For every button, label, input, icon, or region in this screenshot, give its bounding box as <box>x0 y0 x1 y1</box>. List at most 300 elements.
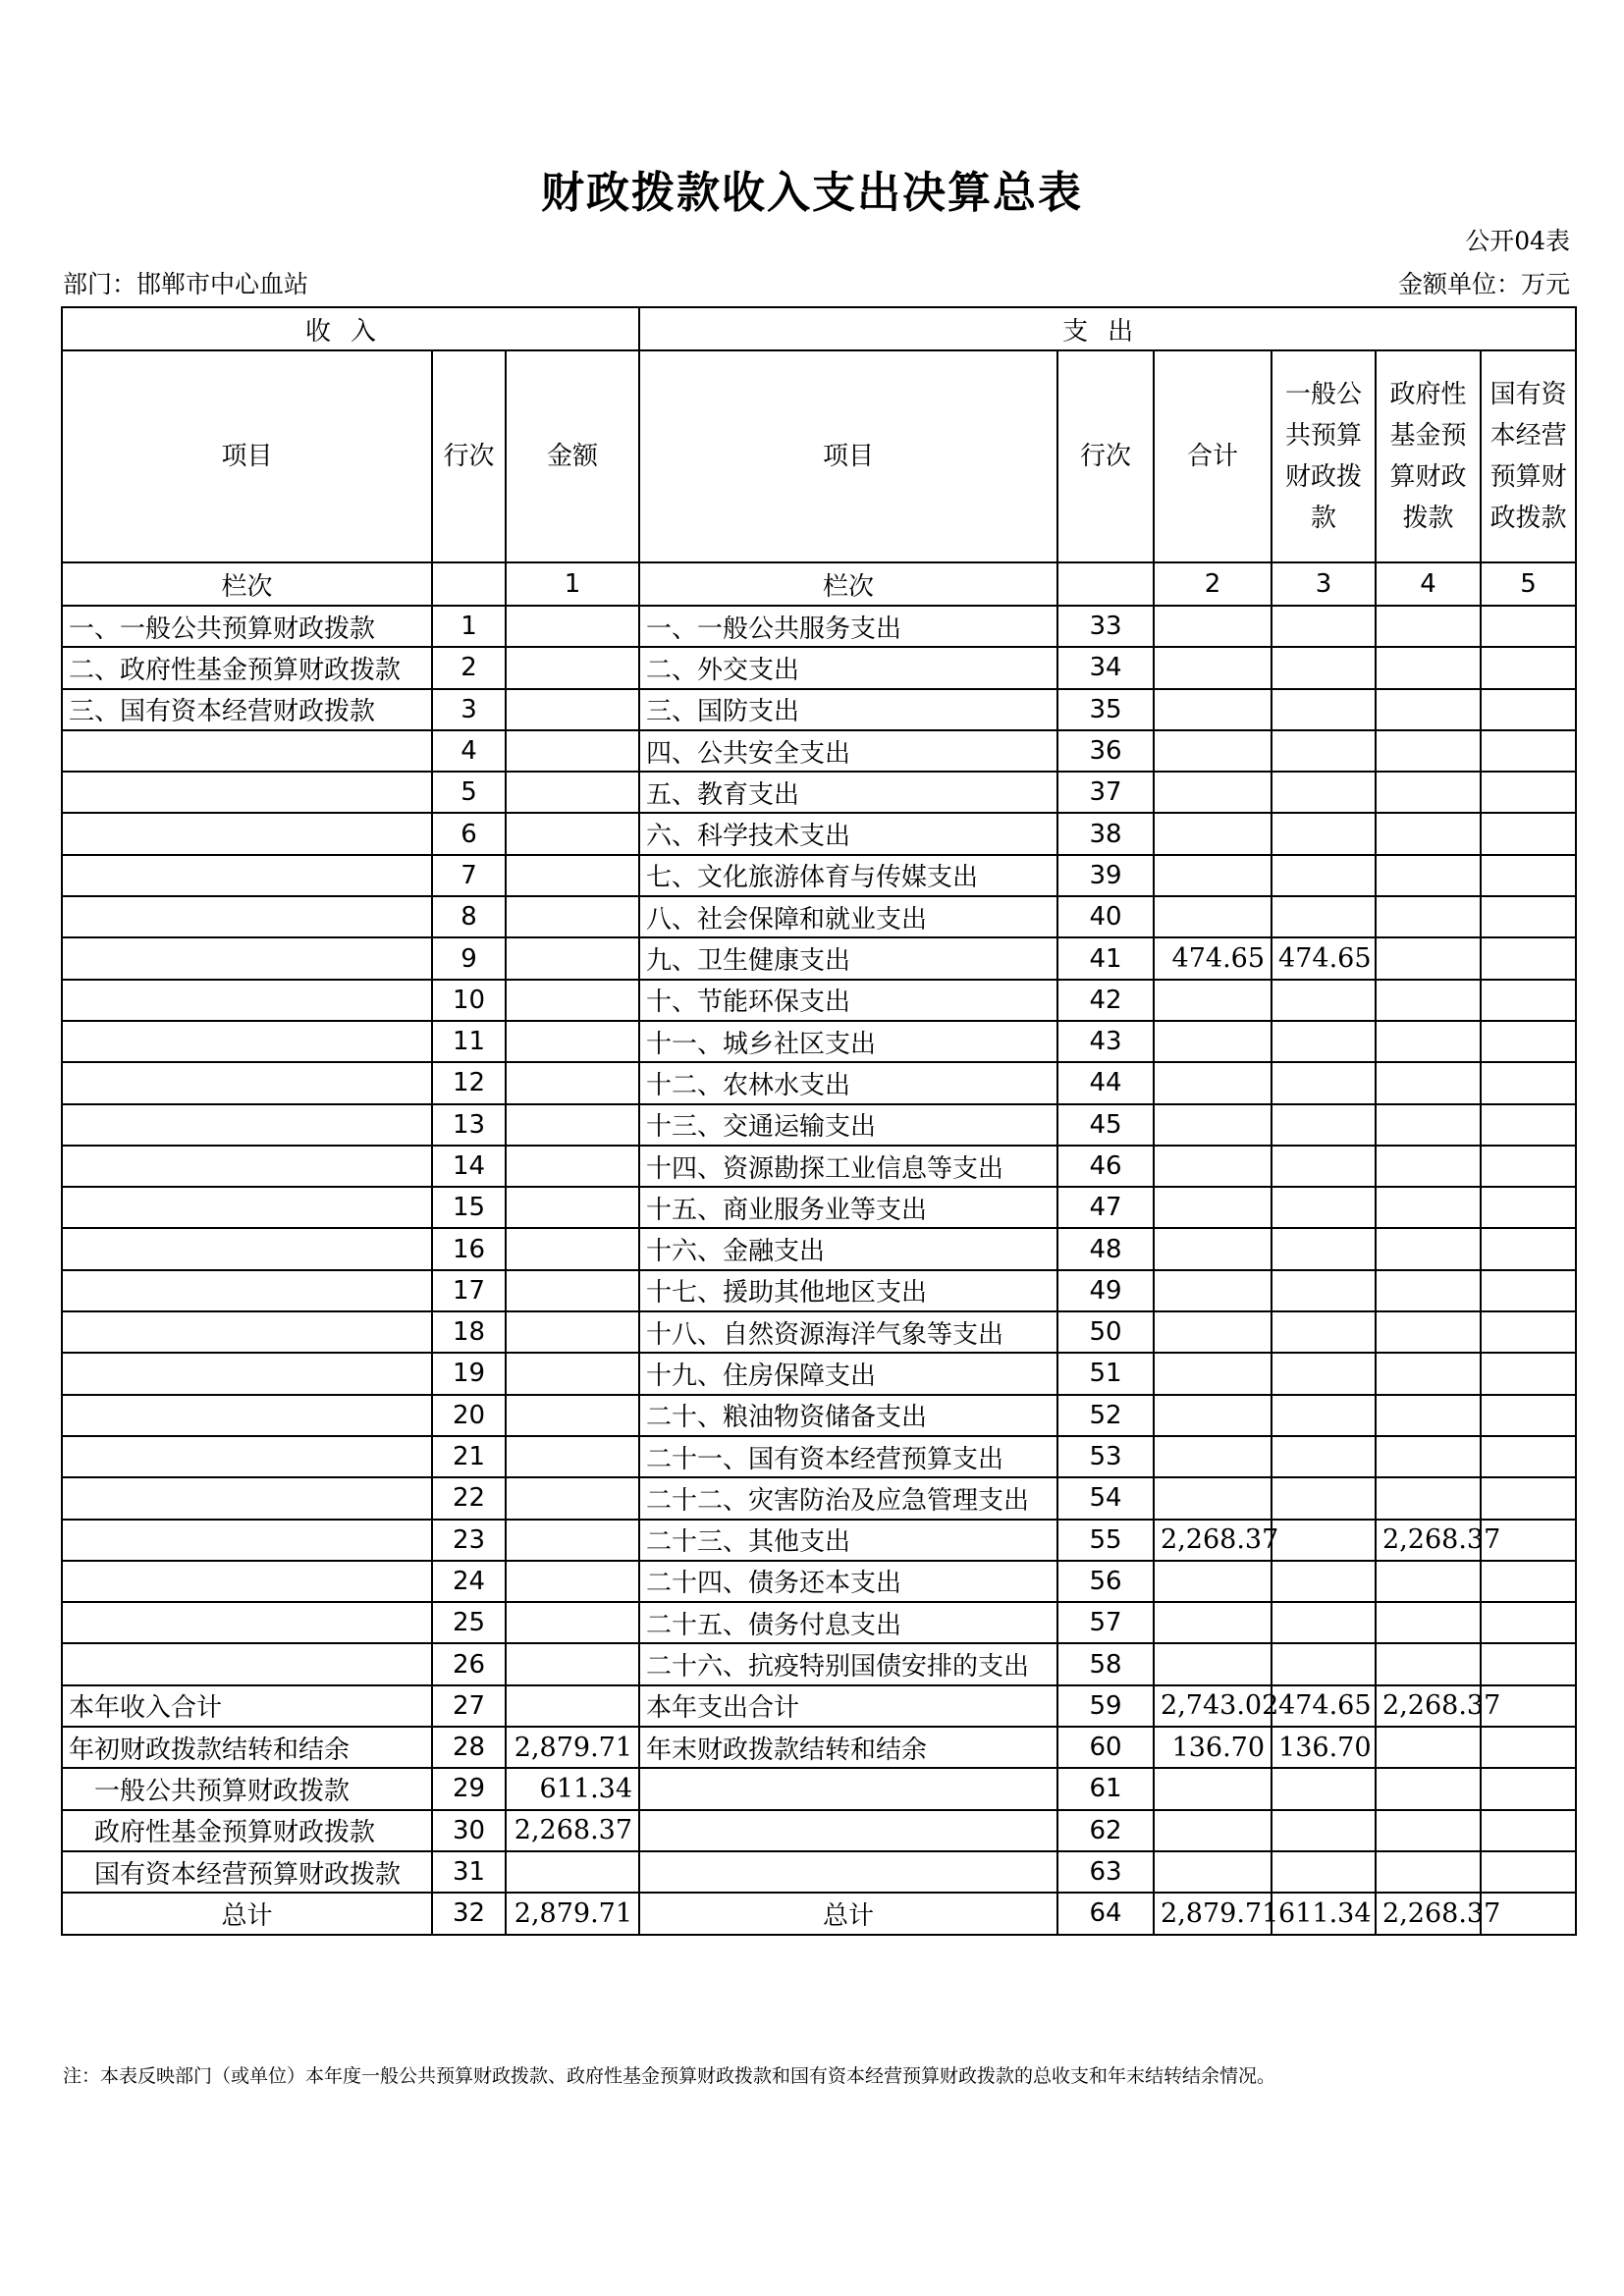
income-amount <box>506 1062 639 1103</box>
table-row <box>62 1520 1576 1561</box>
general-budget-amount <box>1272 1104 1376 1146</box>
general-budget-amount <box>1272 730 1376 772</box>
table-row <box>62 1810 1576 1851</box>
income-item <box>62 813 432 854</box>
table-row <box>62 1228 1576 1269</box>
income-row-no: 14 <box>432 1146 506 1187</box>
income-amount <box>506 1395 639 1436</box>
income-amount <box>506 647 639 688</box>
fund-budget-amount <box>1376 772 1481 813</box>
lanci-col-4: 4 <box>1376 562 1481 606</box>
general-budget-amount <box>1272 1228 1376 1269</box>
fund-budget-amount <box>1376 1643 1481 1684</box>
table-row <box>62 730 1576 772</box>
income-amount <box>506 1353 639 1394</box>
income-item <box>62 1062 432 1103</box>
expense-total <box>1154 1436 1272 1477</box>
income-amount <box>506 813 639 854</box>
lanci-col-3: 3 <box>1272 562 1376 606</box>
income-item: 政府性基金预算财政拨款 <box>62 1810 432 1851</box>
expense-row-no: 61 <box>1057 1768 1154 1809</box>
expense-row-no: 52 <box>1057 1395 1154 1436</box>
expense-total <box>1154 606 1272 647</box>
income-amount-header: 金额 <box>506 350 639 562</box>
income-item: 国有资本经营预算财政拨款 <box>62 1851 432 1893</box>
general-budget-amount <box>1272 1021 1376 1062</box>
footnote: 注：本表反映部门（或单位）本年度一般公共预算财政拨款、政府性基金预算财政拨款和国有资本经营预算财政拨款的总收支和年末结转结余情况。 <box>63 2065 1276 2087</box>
income-item <box>62 937 432 979</box>
lanci-expense-blank <box>1057 562 1154 606</box>
general-budget-amount <box>1272 647 1376 688</box>
income-row-no: 28 <box>432 1727 506 1768</box>
expense-row-no: 40 <box>1057 896 1154 937</box>
state-capital-amount <box>1481 1021 1576 1062</box>
expense-total: 136.70 <box>1154 1727 1272 1768</box>
table-row <box>62 1395 1576 1436</box>
expense-item: 七、文化旅游体育与传媒支出 <box>639 855 1057 896</box>
table-row <box>62 1768 1576 1809</box>
income-amount <box>506 772 639 813</box>
expense-section-header: 支出 <box>639 307 1576 350</box>
general-budget-amount: 136.70 <box>1272 1727 1376 1768</box>
state-capital-amount <box>1481 1353 1576 1394</box>
fund-budget-amount <box>1376 937 1481 979</box>
state-capital-amount <box>1481 1477 1576 1519</box>
table-row <box>62 896 1576 937</box>
fund-budget-amount <box>1376 1062 1481 1103</box>
fund-budget-amount <box>1376 813 1481 854</box>
expense-row-no: 49 <box>1057 1270 1154 1311</box>
fund-budget-amount: 2,268.37 <box>1376 1520 1481 1561</box>
general-budget-amount: 474.65 <box>1272 937 1376 979</box>
expense-item-header: 项目 <box>639 350 1057 562</box>
general-budget-amount <box>1272 1561 1376 1602</box>
expense-row-no: 58 <box>1057 1643 1154 1684</box>
expense-item <box>639 1810 1057 1851</box>
income-item <box>62 1353 432 1394</box>
income-row-no: 19 <box>432 1353 506 1394</box>
state-capital-amount <box>1481 647 1576 688</box>
expense-row-no: 44 <box>1057 1062 1154 1103</box>
table-row <box>62 1602 1576 1643</box>
general-budget-amount <box>1272 1187 1376 1228</box>
income-amount <box>506 730 639 772</box>
table-row <box>62 1893 1576 1934</box>
income-amount <box>506 937 639 979</box>
fund-budget-amount <box>1376 1311 1481 1353</box>
table-row <box>62 1021 1576 1062</box>
income-row-no: 25 <box>432 1602 506 1643</box>
expense-total <box>1154 689 1272 730</box>
expense-row-no: 46 <box>1057 1146 1154 1187</box>
fund-budget-amount <box>1376 1021 1481 1062</box>
income-row-no: 4 <box>432 730 506 772</box>
expense-total <box>1154 772 1272 813</box>
fund-budget-amount <box>1376 689 1481 730</box>
expense-item: 二十五、债务付息支出 <box>639 1602 1057 1643</box>
income-item <box>62 1021 432 1062</box>
income-row-no: 12 <box>432 1062 506 1103</box>
income-row-no: 9 <box>432 937 506 979</box>
income-item: 三、国有资本经营财政拨款 <box>62 689 432 730</box>
table-row <box>62 606 1576 647</box>
expense-item <box>639 1851 1057 1893</box>
expense-row-no: 63 <box>1057 1851 1154 1893</box>
income-item <box>62 1311 432 1353</box>
income-amount <box>506 1436 639 1477</box>
income-item <box>62 730 432 772</box>
expense-total <box>1154 896 1272 937</box>
expense-row-no: 50 <box>1057 1311 1154 1353</box>
fund-budget-amount <box>1376 980 1481 1021</box>
income-row-no: 24 <box>432 1561 506 1602</box>
expense-row-no: 39 <box>1057 855 1154 896</box>
income-row-no: 23 <box>432 1520 506 1561</box>
state-capital-amount <box>1481 1561 1576 1602</box>
fund-budget-amount: 2,268.37 <box>1376 1893 1481 1934</box>
income-row-no: 11 <box>432 1021 506 1062</box>
table-row <box>62 1561 1576 1602</box>
income-amount: 2,879.71 <box>506 1727 639 1768</box>
income-item <box>62 1477 432 1519</box>
income-amount <box>506 1685 639 1727</box>
expense-item: 五、教育支出 <box>639 772 1057 813</box>
income-row-no: 21 <box>432 1436 506 1477</box>
income-amount <box>506 1851 639 1893</box>
expense-item: 本年支出合计 <box>639 1685 1057 1727</box>
fund-budget-amount <box>1376 1104 1481 1146</box>
general-budget-header: 一般公共预算财政拨款 <box>1272 350 1376 562</box>
table-row <box>62 647 1576 688</box>
expense-item: 四、公共安全支出 <box>639 730 1057 772</box>
income-item: 年初财政拨款结转和结余 <box>62 1727 432 1768</box>
income-amount <box>506 1021 639 1062</box>
income-amount: 2,268.37 <box>506 1810 639 1851</box>
unit-label: 金额单位：万元 <box>1397 270 1570 298</box>
state-capital-amount <box>1481 937 1576 979</box>
expense-item: 三、国防支出 <box>639 689 1057 730</box>
fund-budget-amount <box>1376 647 1481 688</box>
expense-total <box>1154 1561 1272 1602</box>
income-row-no: 13 <box>432 1104 506 1146</box>
expense-total <box>1154 1021 1272 1062</box>
state-capital-amount <box>1481 1062 1576 1103</box>
expense-row-no: 62 <box>1057 1810 1154 1851</box>
general-budget-amount: 611.34 <box>1272 1893 1376 1934</box>
table-row <box>62 1270 1576 1311</box>
expense-total <box>1154 1146 1272 1187</box>
general-budget-amount <box>1272 1851 1376 1893</box>
state-capital-amount <box>1481 730 1576 772</box>
state-capital-amount <box>1481 1643 1576 1684</box>
income-row-no: 3 <box>432 689 506 730</box>
budget-table <box>61 306 1577 1936</box>
table-row <box>62 1146 1576 1187</box>
general-budget-amount <box>1272 1395 1376 1436</box>
page-title: 财政拨款收入支出决算总表 <box>541 168 1083 218</box>
state-capital-amount <box>1481 1187 1576 1228</box>
state-capital-header: 国有资本经营预算财政拨款 <box>1481 350 1576 562</box>
fund-budget-amount <box>1376 1228 1481 1269</box>
income-item <box>62 1104 432 1146</box>
expense-total: 2,879.71 <box>1154 1893 1272 1934</box>
lanci-col-1: 1 <box>506 562 639 606</box>
general-budget-amount <box>1272 980 1376 1021</box>
income-amount <box>506 1520 639 1561</box>
expense-total: 474.65 <box>1154 937 1272 979</box>
income-item <box>62 772 432 813</box>
expense-total <box>1154 813 1272 854</box>
fund-budget-amount <box>1376 606 1481 647</box>
table-row <box>62 937 1576 979</box>
fund-budget-amount <box>1376 1353 1481 1394</box>
table-row <box>62 855 1576 896</box>
fund-budget-amount <box>1376 1602 1481 1643</box>
expense-total <box>1154 1270 1272 1311</box>
expense-total <box>1154 1643 1272 1684</box>
income-row-no: 8 <box>432 896 506 937</box>
expense-row-no: 59 <box>1057 1685 1154 1727</box>
state-capital-amount <box>1481 1436 1576 1477</box>
expense-item: 十四、资源勘探工业信息等支出 <box>639 1146 1057 1187</box>
expense-item: 九、卫生健康支出 <box>639 937 1057 979</box>
income-row-no: 1 <box>432 606 506 647</box>
state-capital-amount <box>1481 1602 1576 1643</box>
expense-row-no: 33 <box>1057 606 1154 647</box>
income-amount <box>506 689 639 730</box>
fund-budget-amount <box>1376 1727 1481 1768</box>
general-budget-amount <box>1272 1520 1376 1561</box>
expense-row-no: 57 <box>1057 1602 1154 1643</box>
fund-budget-amount <box>1376 1395 1481 1436</box>
expense-item: 十七、援助其他地区支出 <box>639 1270 1057 1311</box>
fund-budget-amount <box>1376 1436 1481 1477</box>
lanci-expense-label: 栏次 <box>639 562 1057 606</box>
expense-item: 十、节能环保支出 <box>639 980 1057 1021</box>
fund-budget-amount <box>1376 1561 1481 1602</box>
fund-budget-amount <box>1376 1146 1481 1187</box>
income-item <box>62 1561 432 1602</box>
general-budget-amount <box>1272 772 1376 813</box>
expense-item: 二、外交支出 <box>639 647 1057 688</box>
income-amount: 611.34 <box>506 1768 639 1809</box>
general-budget-amount <box>1272 1436 1376 1477</box>
expense-item: 二十二、灾害防治及应急管理支出 <box>639 1477 1057 1519</box>
income-row-no: 10 <box>432 980 506 1021</box>
income-row-no: 5 <box>432 772 506 813</box>
income-row-no: 16 <box>432 1228 506 1269</box>
state-capital-amount <box>1481 606 1576 647</box>
fund-budget-amount: 2,268.37 <box>1376 1685 1481 1727</box>
expense-row-no: 64 <box>1057 1893 1154 1934</box>
state-capital-amount <box>1481 1311 1576 1353</box>
table-row <box>62 1436 1576 1477</box>
expense-item: 二十、粮油物资储备支出 <box>639 1395 1057 1436</box>
income-row-no: 20 <box>432 1395 506 1436</box>
income-row-no: 6 <box>432 813 506 854</box>
fund-budget-amount <box>1376 855 1481 896</box>
state-capital-amount <box>1481 1270 1576 1311</box>
income-item <box>62 855 432 896</box>
expense-row-no: 42 <box>1057 980 1154 1021</box>
expense-row-no: 60 <box>1057 1727 1154 1768</box>
table-row <box>62 1851 1576 1893</box>
expense-row-no: 37 <box>1057 772 1154 813</box>
table-row <box>62 1187 1576 1228</box>
state-capital-amount <box>1481 1851 1576 1893</box>
income-row-no: 2 <box>432 647 506 688</box>
income-item: 总计 <box>62 1893 432 1934</box>
table-row <box>62 1353 1576 1394</box>
expense-item: 二十一、国有资本经营预算支出 <box>639 1436 1057 1477</box>
general-budget-amount <box>1272 1270 1376 1311</box>
income-amount <box>506 1561 639 1602</box>
fund-budget-header: 政府性基金预算财政拨款 <box>1376 350 1481 562</box>
general-budget-amount <box>1272 1311 1376 1353</box>
income-row-no: 22 <box>432 1477 506 1519</box>
expense-row-no: 54 <box>1057 1477 1154 1519</box>
income-amount <box>506 1270 639 1311</box>
expense-total-header: 合计 <box>1154 350 1272 562</box>
table-row <box>62 813 1576 854</box>
state-capital-amount <box>1481 1810 1576 1851</box>
income-row-no-header: 行次 <box>432 350 506 562</box>
income-item <box>62 1187 432 1228</box>
expense-row-no: 43 <box>1057 1021 1154 1062</box>
lanci-label: 栏次 <box>62 562 432 606</box>
state-capital-amount <box>1481 813 1576 854</box>
expense-row-no: 56 <box>1057 1561 1154 1602</box>
expense-total <box>1154 980 1272 1021</box>
state-capital-amount <box>1481 896 1576 937</box>
income-row-no: 29 <box>432 1768 506 1809</box>
fund-budget-amount <box>1376 1270 1481 1311</box>
income-item: 二、政府性基金预算财政拨款 <box>62 647 432 688</box>
table-row <box>62 1727 1576 1768</box>
expense-item <box>639 1768 1057 1809</box>
general-budget-amount <box>1272 855 1376 896</box>
general-budget-amount: 474.65 <box>1272 1685 1376 1727</box>
income-amount <box>506 606 639 647</box>
income-row-no: 17 <box>432 1270 506 1311</box>
expense-row-no: 48 <box>1057 1228 1154 1269</box>
expense-row-no: 36 <box>1057 730 1154 772</box>
income-item <box>62 1520 432 1561</box>
expense-total <box>1154 1311 1272 1353</box>
state-capital-amount <box>1481 855 1576 896</box>
income-row-no: 18 <box>432 1311 506 1353</box>
expense-row-no: 55 <box>1057 1520 1154 1561</box>
income-item: 一、一般公共预算财政拨款 <box>62 606 432 647</box>
table-row <box>62 1643 1576 1684</box>
state-capital-amount <box>1481 772 1576 813</box>
income-amount <box>506 1477 639 1519</box>
expense-total <box>1154 647 1272 688</box>
general-budget-amount <box>1272 689 1376 730</box>
state-capital-amount <box>1481 1768 1576 1809</box>
state-capital-amount <box>1481 1104 1576 1146</box>
expense-row-no: 34 <box>1057 647 1154 688</box>
general-budget-amount <box>1272 1643 1376 1684</box>
income-row-no: 27 <box>432 1685 506 1727</box>
fund-budget-amount <box>1376 1187 1481 1228</box>
income-row-no: 26 <box>432 1643 506 1684</box>
expense-total <box>1154 1395 1272 1436</box>
expense-item: 二十三、其他支出 <box>639 1520 1057 1561</box>
income-item-header: 项目 <box>62 350 432 562</box>
general-budget-amount <box>1272 1602 1376 1643</box>
state-capital-amount <box>1481 1146 1576 1187</box>
income-row-no: 7 <box>432 855 506 896</box>
expense-total <box>1154 1602 1272 1643</box>
table-row <box>62 1062 1576 1103</box>
income-item: 一般公共预算财政拨款 <box>62 1768 432 1809</box>
expense-total: 2,743.02 <box>1154 1685 1272 1727</box>
expense-item: 十一、城乡社区支出 <box>639 1021 1057 1062</box>
state-capital-amount <box>1481 1395 1576 1436</box>
general-budget-amount <box>1272 1353 1376 1394</box>
state-capital-amount <box>1481 1228 1576 1269</box>
income-item <box>62 1146 432 1187</box>
income-amount <box>506 1643 639 1684</box>
expense-item: 总计 <box>639 1893 1057 1934</box>
fund-budget-amount <box>1376 896 1481 937</box>
expense-total <box>1154 1477 1272 1519</box>
income-row-no: 30 <box>432 1810 506 1851</box>
expense-total <box>1154 1104 1272 1146</box>
general-budget-amount <box>1272 813 1376 854</box>
income-amount <box>506 855 639 896</box>
expense-row-no: 38 <box>1057 813 1154 854</box>
table-row <box>62 772 1576 813</box>
income-item: 本年收入合计 <box>62 1685 432 1727</box>
state-capital-amount <box>1481 980 1576 1021</box>
income-item <box>62 1270 432 1311</box>
fund-budget-amount <box>1376 1477 1481 1519</box>
expense-total <box>1154 1187 1272 1228</box>
table-row <box>62 1685 1576 1727</box>
income-item <box>62 1228 432 1269</box>
expense-item: 十二、农林水支出 <box>639 1062 1057 1103</box>
general-budget-amount <box>1272 1062 1376 1103</box>
expense-row-no: 41 <box>1057 937 1154 979</box>
expense-item: 二十六、抗疫特别国债安排的支出 <box>639 1643 1057 1684</box>
income-item <box>62 1436 432 1477</box>
expense-item: 六、科学技术支出 <box>639 813 1057 854</box>
expense-total <box>1154 1353 1272 1394</box>
general-budget-amount <box>1272 1810 1376 1851</box>
expense-row-no-header: 行次 <box>1057 350 1154 562</box>
fund-budget-amount <box>1376 730 1481 772</box>
expense-item: 二十四、债务还本支出 <box>639 1561 1057 1602</box>
income-amount <box>506 980 639 1021</box>
general-budget-amount <box>1272 1146 1376 1187</box>
income-row-no: 32 <box>432 1893 506 1934</box>
expense-row-no: 35 <box>1057 689 1154 730</box>
income-item <box>62 1602 432 1643</box>
expense-item: 一、一般公共服务支出 <box>639 606 1057 647</box>
general-budget-amount <box>1272 1477 1376 1519</box>
fund-budget-amount <box>1376 1768 1481 1809</box>
state-capital-amount <box>1481 1727 1576 1768</box>
state-capital-amount <box>1481 689 1576 730</box>
general-budget-amount <box>1272 1768 1376 1809</box>
income-amount <box>506 1146 639 1187</box>
expense-row-no: 51 <box>1057 1353 1154 1394</box>
table-row <box>62 689 1576 730</box>
table-row <box>62 1477 1576 1519</box>
expense-item: 八、社会保障和就业支出 <box>639 896 1057 937</box>
